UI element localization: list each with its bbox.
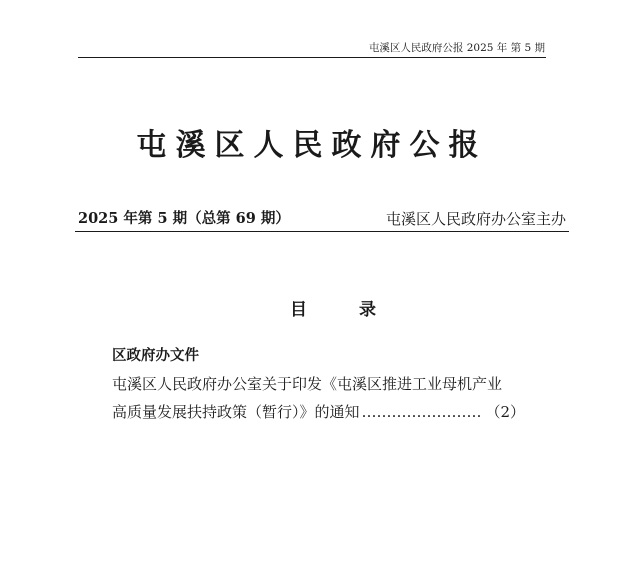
toc-section-label: 区政府办文件 (112, 348, 199, 364)
sponsor-label: 屯溪区人民政府办公室主办 (385, 210, 566, 228)
toc-page-number: （2） (485, 403, 525, 421)
masthead-title: 屯溪区人民政府公报 (136, 128, 488, 163)
issue-rule (75, 231, 569, 232)
toc-entry-title-line-2-row (112, 398, 525, 426)
toc-heading-char-1: 目 (290, 300, 307, 320)
running-header: 屯溪区人民政府公报 2025 年 第 5 期 (368, 42, 545, 54)
toc-heading (290, 298, 390, 322)
toc-heading-char-2: 录 (359, 300, 376, 320)
toc-entry-title-line-1: 屯溪区人民政府办公室关于印发《屯溪区推进工业母机产业 (112, 375, 503, 393)
toc-entry-title-line-2: 高质量发展扶持政策（暂行）》的通知 (112, 403, 360, 421)
header-rule (78, 57, 546, 58)
issue-number: 2025 年第 5 期（总第 69 期） (78, 210, 290, 227)
issue-line (78, 208, 568, 230)
toc-entry[interactable] (112, 370, 532, 426)
toc-dot-leader: …………………… (361, 403, 482, 421)
